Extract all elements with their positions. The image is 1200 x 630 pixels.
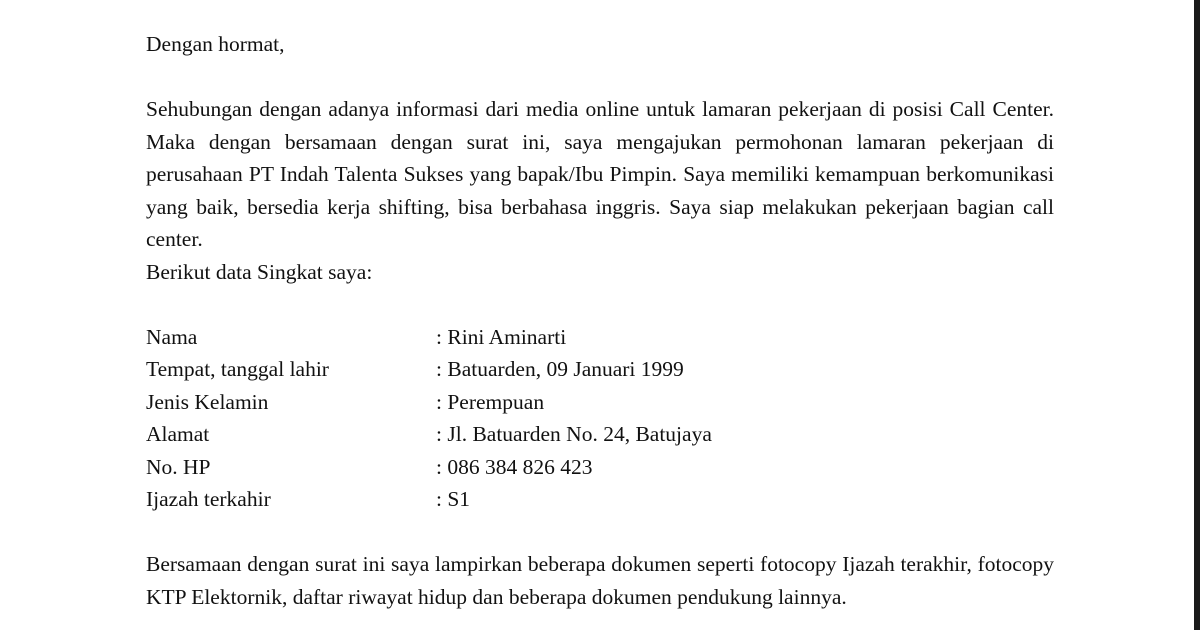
data-row-no-hp (146, 451, 1054, 484)
page-edge-border (1194, 0, 1200, 630)
intro-paragraph: Sehubungan dengan adanya informasi dari media online untuk lamaran pekerjaan di posisi Call Center. Maka dengan bersamaan dengan surat ini, saya mengajukan permohonan lamaran pekerjaan di perusahaan PT Indah Talenta Sukses yang bapak/Ibu Pimpin. Saya memiliki kemampuan berkomunikasi yang baik, bersedia kerja shifting, bisa berbahasa inggris. Saya siap melakukan pekerjaan bagian call center. (146, 97, 1054, 251)
data-row-alamat (146, 418, 1054, 451)
data-label: No. HP (146, 454, 211, 479)
personal-data-table (146, 321, 1054, 516)
spacer (146, 61, 1054, 94)
data-row-ijazah (146, 483, 1054, 516)
data-value: : Jl. Batuarden No. 24, Batujaya (436, 422, 712, 446)
data-label: Tempat, tanggal lahir (146, 357, 329, 381)
data-row-tempat-tanggal-lahir (146, 353, 1054, 386)
greeting: Dengan hormat, (146, 32, 285, 56)
data-label: Ijazah terkahir (146, 487, 271, 511)
data-label: Jenis Kelamin (146, 389, 269, 414)
data-value: : 086 384 826 423 (436, 454, 593, 479)
data-intro: Berikut data Singkat saya: (146, 259, 373, 284)
data-value: : Batuarden, 09 Januari 1999 (436, 357, 684, 381)
data-value: : S1 (436, 487, 471, 511)
data-label: Alamat (146, 422, 210, 446)
data-value: : Perempuan (436, 389, 545, 414)
closing-paragraph: Bersamaan dengan surat ini saya lampirkan beberapa dokumen seperti fotocopy Ijazah terakhir, fotocopy KTP Elektornik, daftar riwayat hidup dan beberapa dokumen pendukung lainnya. (146, 552, 1054, 609)
spacer (146, 516, 1054, 549)
data-row-nama (146, 321, 1054, 354)
data-row-jenis-kelamin (146, 386, 1054, 419)
letter-body (146, 28, 1054, 613)
data-value: : Rini Aminarti (436, 324, 567, 349)
spacer (146, 288, 1054, 321)
data-label: Nama (146, 324, 198, 349)
